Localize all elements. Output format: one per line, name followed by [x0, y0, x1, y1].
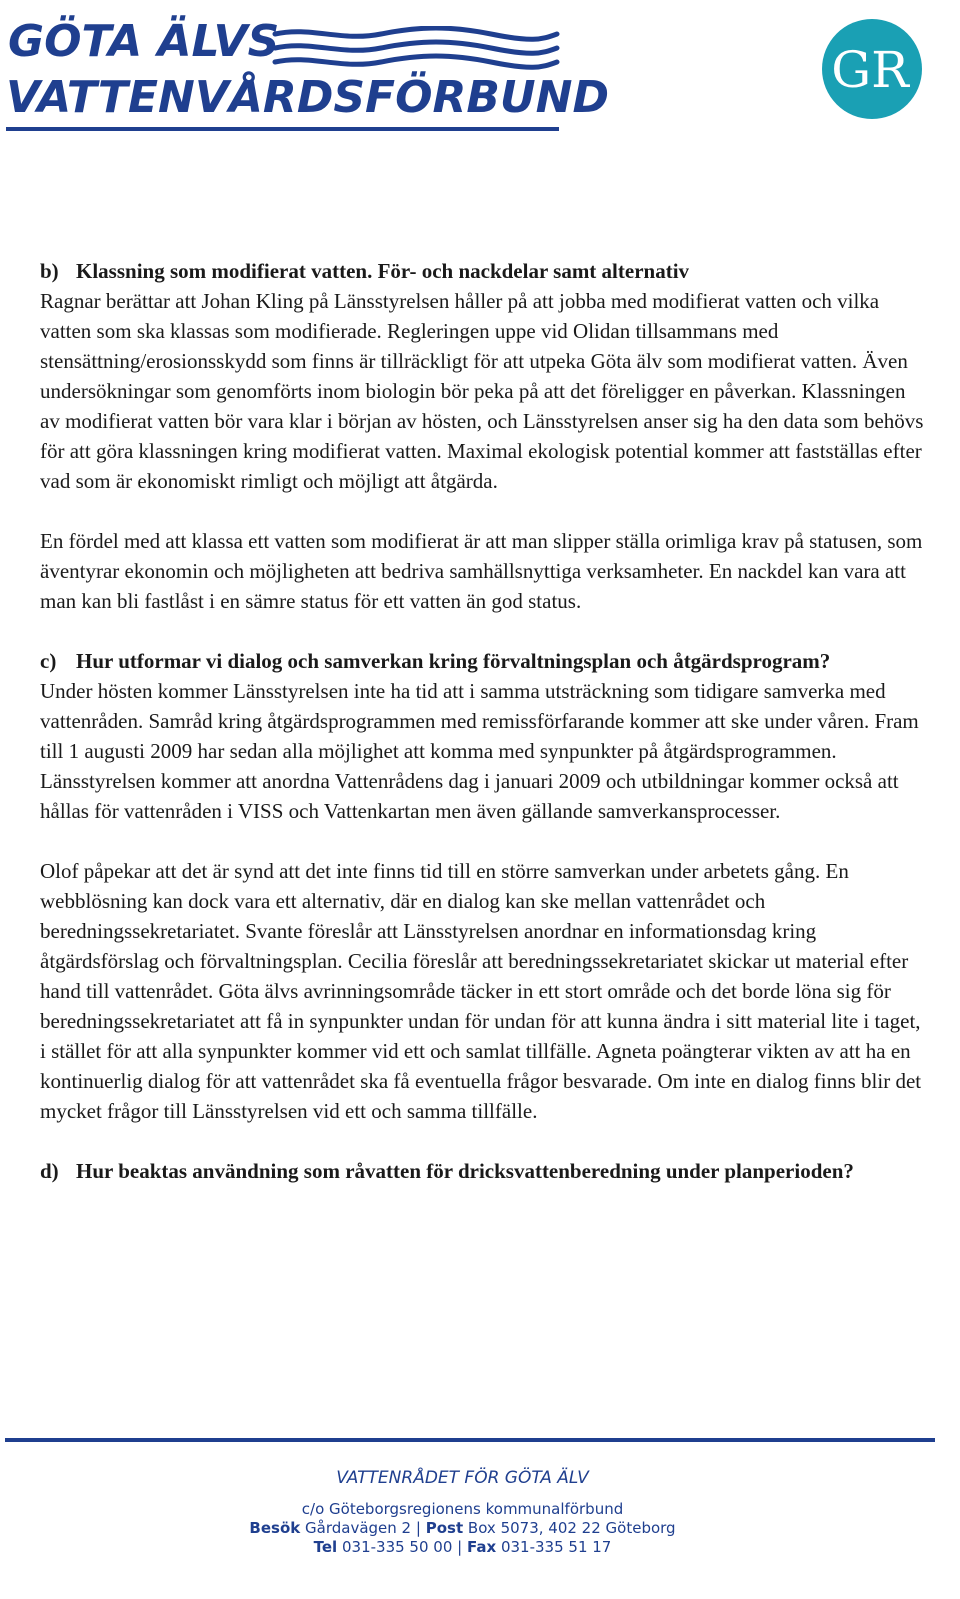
footer-fax-label: Fax	[467, 1538, 497, 1556]
gr-logo-text: GR	[831, 41, 909, 99]
footer-rule	[5, 1438, 935, 1442]
vattenvardsforbund-logo	[6, 12, 609, 137]
logo-text-line1: GÖTA ÄLVS	[8, 16, 280, 67]
section-b-marker: b)	[40, 259, 59, 283]
document-body	[40, 256, 930, 1186]
section-c-heading	[40, 646, 930, 676]
footer-separator: |	[415, 1519, 421, 1537]
footer-org-name: VATTENRÅDET FÖR GÖTA ÄLV	[336, 1468, 589, 1488]
section-b-title: Klassning som modifierat vatten. För- och nackdelar samt alternativ	[76, 259, 690, 283]
footer-fax-value: 031-335 51 17	[500, 1538, 612, 1556]
footer-post-value: Box 5073, 402 22 Göteborg	[467, 1519, 676, 1537]
section-d-heading	[40, 1156, 930, 1186]
footer-address-line	[0, 1519, 925, 1538]
waves-icon	[271, 26, 561, 76]
footer-visit-label: Besök	[249, 1519, 301, 1537]
footer-address-co: c/o Göteborgsregionens kommunalförbund	[301, 1500, 624, 1518]
section-b-paragraph-1: Ragnar berättar att Johan Kling på Länsstyrelsen håller på att jobba med modifierat vatten och vilka vatten som ska klassas som modifierade. Regleringen uppe vid Olidan tillsammans med stensättning/erosionsskydd som finns är tillräckligt för att utpeka Göta älv som modifierat vatten. Även undersökningar som genomförts inom biologin bör peka på att det föreligger en påverkan. Klassningen av modifierat vatten bör vara klar i början av hösten, och Länsstyrelsen anser sig ha den data som behövs för att göra klassningen kring modifierat vatten. Maximal ekologisk potential kommer att fastställas efter vad som är ekonomiskt rimligt och möjligt att åtgärda.	[40, 289, 924, 493]
section-c-marker: c)	[40, 649, 57, 673]
section-d-title: Hur beaktas användning som råvatten för dricksvattenberedning under planperioden?	[76, 1159, 854, 1183]
footer-contact-line	[0, 1538, 925, 1557]
footer-post-label: Post	[425, 1519, 464, 1537]
section-c-paragraph-1: Under hösten kommer Länsstyrelsen inte ha tid att i samma utsträckning som tidigare samverka med vattenråden. Samråd kring åtgärdsprogrammen med remissförfarande kommer att ske under våren. Fram till 1 augusti 2009 har sedan alla möjlighet att komma med synpunkter på åtgärdsprogrammen. Länsstyrelsen kommer att anordna Vattenrådens dag i januari 2009 och utbildningar kommer också att hållas för vattenråden i VISS och Vattenkartan men även gällande samverkansprocesser.	[40, 679, 919, 823]
section-d-marker: d)	[40, 1159, 59, 1183]
gr-logo	[820, 17, 925, 122]
logo-text-line2: VATTENVÅRDSFÖRBUND	[6, 72, 609, 123]
section-b-paragraph-2: En fördel med att klassa ett vatten som modifierat är att man slipper ställa orimliga krav på statusen, som äventyrar ekonomin och möjligheten att bedriva samhällsnyttiga verksamheter. En nackdel kan vara att man kan bli fastlåst i en sämre status för ett vatten än god status.	[40, 529, 923, 613]
footer-tel-value: 031-335 50 00	[341, 1538, 453, 1556]
footer	[0, 1468, 925, 1557]
section-c-title: Hur utformar vi dialog och samverkan kring förvaltningsplan och åtgärdsprogram?	[76, 649, 831, 673]
footer-visit-value: Gårdavägen 2	[305, 1519, 412, 1537]
footer-separator: |	[457, 1538, 463, 1556]
section-c-paragraph-2: Olof påpekar att det är synd att det inte finns tid till en större samverkan under arbetets gång. En webblösning kan dock vara ett alternativ, där en dialog kan ske mellan vattenrådet och beredningssekretariatet. Svante föreslår att Länsstyrelsen anordnar en informationsdag kring åtgärdsförslag och förvaltningsplan. Cecilia föreslår att beredningssekretariatet skickar ut material efter hand till vattenrådet. Göta älvs avrinningsområde täcker in ett stort område och det borde löna sig för beredningssekretariatet att få in synpunkter undan för undan för att kunna ändra i sitt material lite i taget, i stället för att alla synpunkter kommer vid ett och samlat tillfälle. Agneta poängterar vikten av att ha en kontinuerlig dialog för att vattenrådet ska få eventuella frågor besvarade. Om inte en dialog finns blir det mycket frågor till Länsstyrelsen vid ett och samma tillfälle.	[40, 859, 922, 1123]
footer-tel-label: Tel	[313, 1538, 338, 1556]
section-b-heading	[40, 256, 930, 286]
header-rule	[6, 127, 559, 131]
